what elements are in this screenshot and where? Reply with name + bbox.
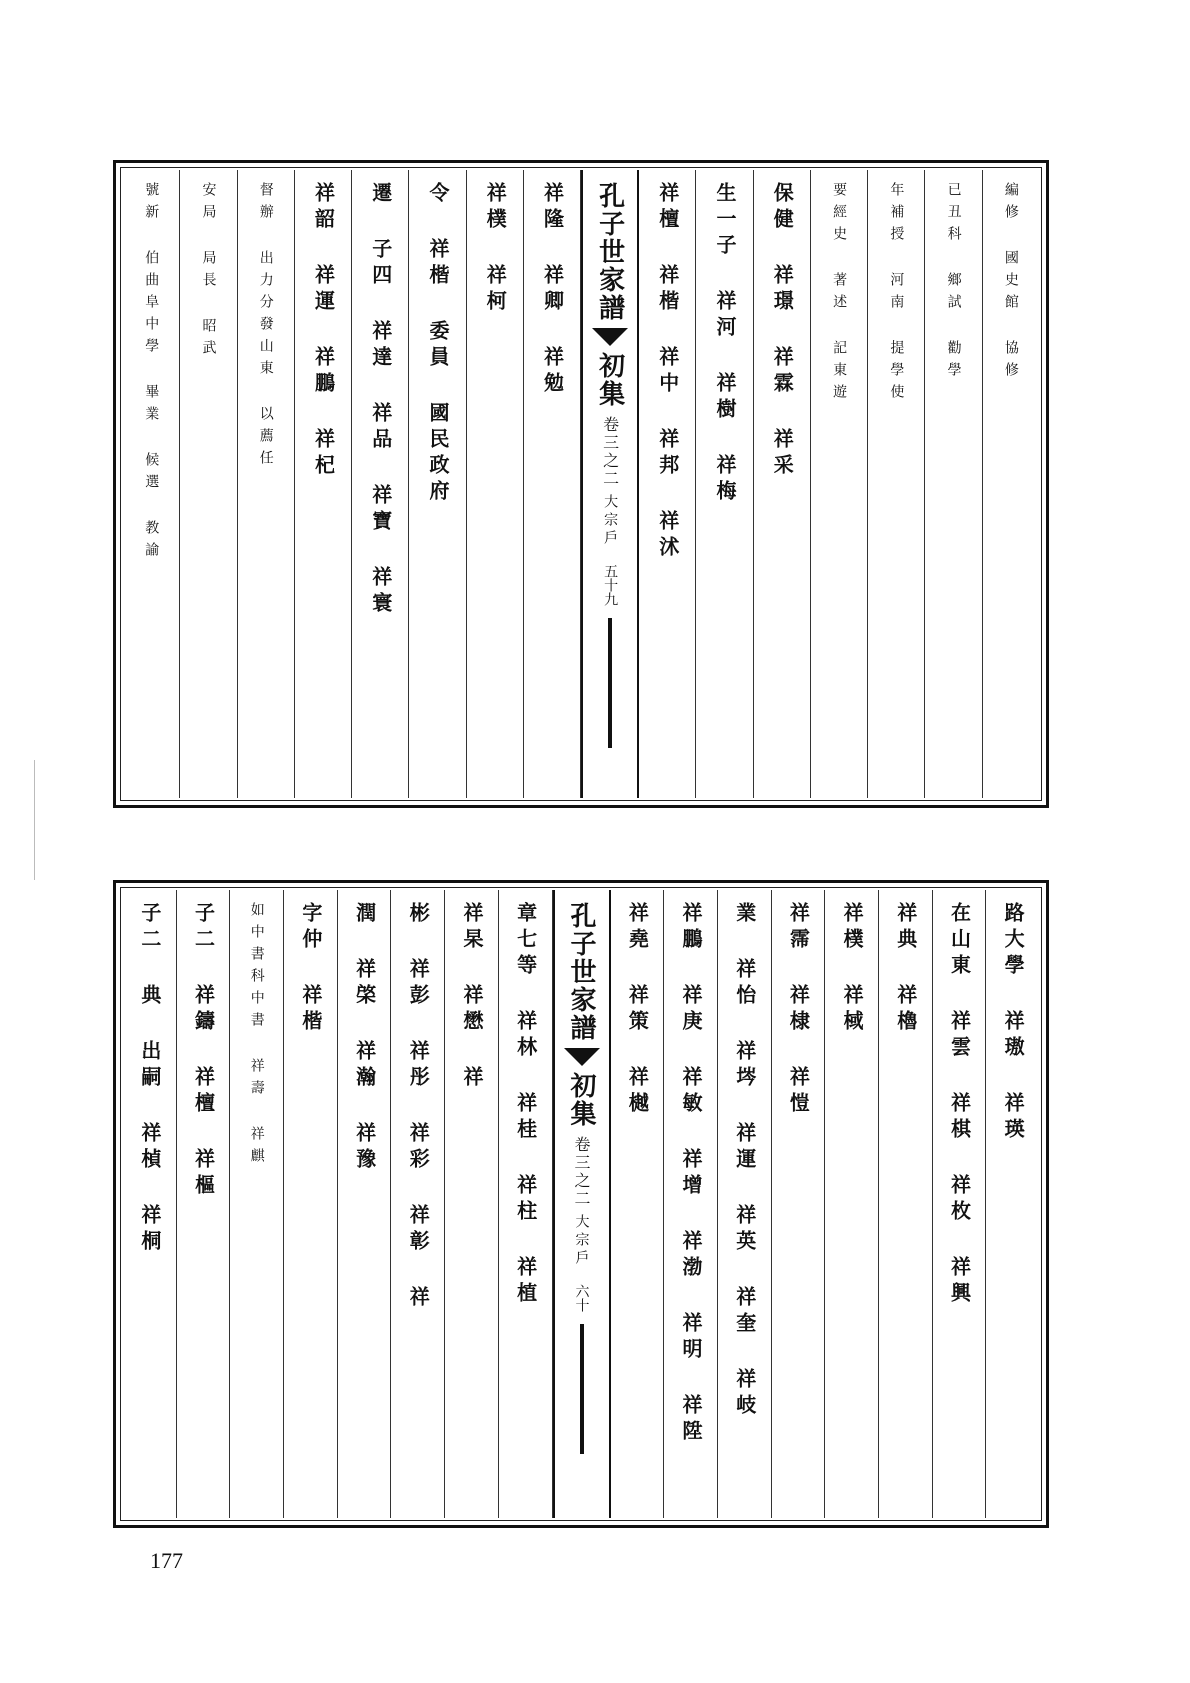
text-column: 如中書科中書 祥壽 祥麒 [230, 890, 284, 1518]
page-number: 177 [150, 1548, 183, 1573]
center-fold [553, 890, 611, 1518]
page-margin-mark [34, 760, 35, 880]
folio-number: 五十九 [602, 564, 619, 606]
center-fold [581, 170, 639, 798]
book-title: 孔子世家譜 [566, 902, 596, 1042]
text-column: 編修 國史館 協修 [1002, 182, 1019, 384]
text-column: 在山東 祥雲 祥棋 祥枚 祥興 [933, 890, 987, 1518]
text-column: 章七等 祥林 祥桂 祥柱 祥植 [499, 890, 553, 1518]
text-column: 祥典 祥櫓 [879, 890, 933, 1518]
volume-label: 初集 [594, 352, 625, 408]
text-column: 彬 祥彭 祥彤 祥彩 祥彰 祥 [391, 890, 445, 1518]
text-column: 祥隆 祥卿 祥勉 [524, 170, 581, 798]
text-column: 督辦 出力分發山東 以薦任 [238, 170, 295, 798]
text-column: 祥韶 祥運 祥鵬 祥杞 [295, 170, 352, 798]
text-column: 安局 局長 昭武 [180, 170, 237, 798]
book-title: 孔子世家譜 [594, 182, 625, 322]
fishtail-mark-icon [592, 328, 628, 346]
section-label: 大宗戶 [573, 1214, 590, 1268]
text-column: 字仲 祥楷 [284, 890, 338, 1518]
text-column: 潤 祥棨 祥瀚 祥豫 [338, 890, 392, 1518]
fishtail-mark-icon [564, 1048, 600, 1066]
volume-label: 初集 [566, 1072, 596, 1128]
text-column: 祥樸 祥棫 [825, 890, 879, 1518]
text-column: 祥堯 祥策 祥樾 [611, 890, 665, 1518]
text-column: 子二 祥鑄 祥檀 祥樞 [177, 890, 231, 1518]
text-column: 子二 典 出嗣 祥楨 祥桐 [123, 890, 177, 1518]
text-column: 祥檀 祥楷 祥中 祥邦 祥沭 [639, 170, 696, 798]
text-column: 年補授 河南 提學使 [868, 170, 925, 798]
juan-label: 卷三之二 [600, 416, 620, 488]
text-column: 生一子 祥河 祥樹 祥梅 [696, 170, 753, 798]
text-column: 保健 祥璟 祥霖 祥采 [754, 170, 811, 798]
lower-page-spread [113, 880, 1049, 1528]
section-label: 大宗戶 [602, 494, 619, 548]
text-column: 祥鵬 祥庚 祥敏 祥增 祥渤 祥明 祥陞 [664, 890, 718, 1518]
fold-bar [608, 618, 612, 748]
upper-page-spread [113, 160, 1049, 808]
text-column: 業 祥怡 祥埁 祥運 祥英 祥奎 祥岐 [718, 890, 772, 1518]
text-column: 路大學 祥璈 祥瑛 [1001, 902, 1026, 1144]
folio-number: 六十 [573, 1284, 590, 1312]
text-column: 祥杲 祥懋 祥 [445, 890, 499, 1518]
text-column: 已丑科 鄉試 勸學 [925, 170, 982, 798]
juan-label: 卷三之二 [572, 1136, 591, 1208]
text-column: 祥霈 祥棣 祥愷 [772, 890, 826, 1518]
text-column: 號新 伯曲阜中學 畢業 候選 教諭 [123, 170, 180, 798]
text-column: 祥樸 祥柯 [467, 170, 524, 798]
text-column: 令 祥楷 委員 國民政府 [409, 170, 466, 798]
text-column: 要經史 著述 記東遊 [811, 170, 868, 798]
fold-bar [580, 1324, 584, 1454]
text-column: 遷 子四 祥達 祥品 祥寶 祥寰 [352, 170, 409, 798]
